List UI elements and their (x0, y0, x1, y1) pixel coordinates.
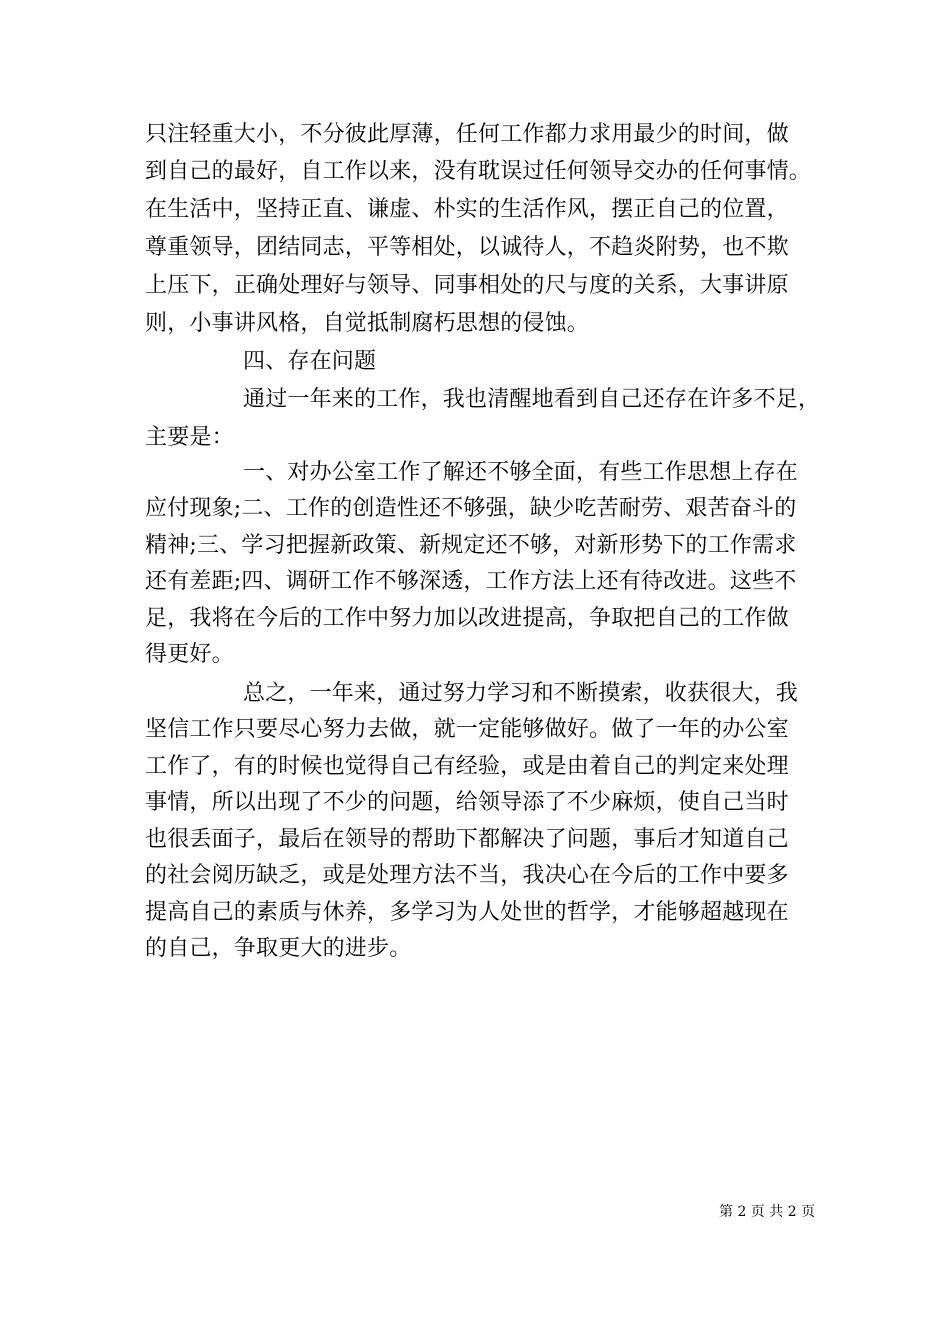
text-line: 则，小事讲风格，自觉抵制腐朽思想的侵蚀。 (145, 311, 590, 336)
text-line: 到自己的最好，自工作以来，没有耽误过任何领导交办的任何事情。 (145, 159, 812, 184)
text-line: 坚信工作只要尽心努力去做，就一定能够做好。做了一年的办公室 (145, 717, 789, 742)
text-line: 足，我将在今后的工作中努力加以改进提高，争取把自己的工作做 (145, 606, 789, 631)
text-line: 提高自己的素质与休养，多学习为人处世的哲学，才能够超越现在 (145, 900, 789, 925)
text-line: 尊重领导，团结同志，平等相处，以诚待人，不趋炎附势，也不欺 (145, 235, 789, 260)
text-line: 得更好。 (145, 642, 234, 667)
text-line: 的社会阅历缺乏，或是处理方法不当，我决心在今后的工作中要多 (145, 863, 789, 888)
text-line: 工作了，有的时候也觉得自己有经验，或是由着自己的判定来处理 (145, 754, 789, 779)
section-heading: 四、存在问题 (243, 349, 377, 374)
text-line: 的自己，争取更大的进步。 (145, 936, 412, 961)
text-line: 事情，所以出现了不少的问题，给领导添了不少麻烦，使自己当时 (145, 790, 789, 815)
text-line: 应付现象;二、工作的创造性还不够强，缺少吃苦耐劳、艰苦奋斗的 (145, 496, 797, 521)
text-line: 还有差距;四、调研工作不够深透，工作方法上还有待改进。这些不 (145, 569, 797, 594)
text-line: 通过一年来的工作，我也清醒地看到自己还存在许多不足， (243, 387, 821, 412)
text-line: 总之，一年来，通过努力学习和不断摸索，收获很大，我 (243, 681, 799, 706)
text-line: 主要是： (145, 425, 234, 450)
page-number: 第 2 页 共 2 页 (719, 1204, 816, 1220)
text-line: 上压下，正确处理好与领导、同事相处的尺与度的关系，大事讲原 (145, 273, 789, 298)
text-line: 只注轻重大小，不分彼此厚薄，任何工作都力求用最少的时间，做 (145, 122, 789, 147)
text-line: 一、对办公室工作了解还不够全面，有些工作思想上存在 (243, 460, 799, 485)
text-line: 精神;三、学习把握新政策、新规定还不够，对新形势下的工作需求 (145, 533, 797, 558)
text-line: 在生活中，坚持正直、谦虚、朴实的生活作风，摆正自己的位置， (145, 197, 789, 222)
text-line: 也很丢面子，最后在领导的帮助下都解决了问题，事后才知道自己 (145, 827, 789, 852)
